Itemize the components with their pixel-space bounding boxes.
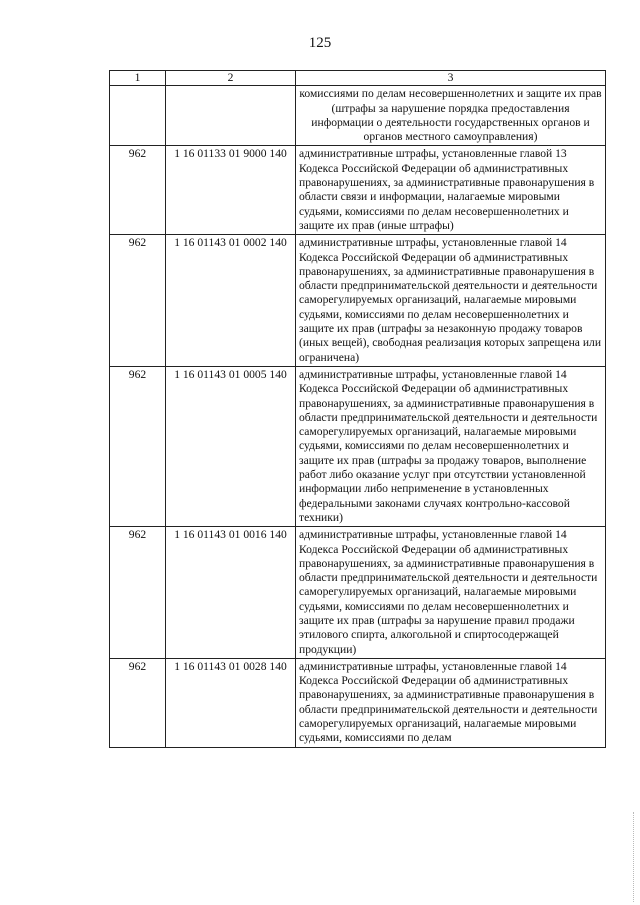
row-admin-code: 962 [110, 235, 166, 367]
column-header-1: 1 [110, 71, 166, 86]
row-admin-code [110, 86, 166, 146]
row-revenue-code: 1 16 01143 01 0005 140 [166, 366, 296, 526]
row-description: административные штрафы, установленные главой 14 Кодекса Российской Федерации об административных правонарушениях, за административные правонарушения в области предпринимательской деятельности и деятельности саморегулируемых организаций, налагаемые мировыми судьями, комиссиями по делам [296, 658, 606, 747]
table-row [110, 527, 606, 659]
table-row [110, 146, 606, 235]
page-number: 125 [308, 35, 332, 51]
row-description: административные штрафы, установленные главой 14 Кодекса Российской Федерации об административных правонарушениях, за административные правонарушения в области предпринимательской деятельности и деятельности саморегулируемых организаций, налагаемые мировыми судьями, комиссиями по делам несовершеннолетних и защите их прав (штрафы за продажу товаров, выполнение работ либо оказание услуг при отсутствии установленной информации либо неприменение в установленных федеральными законами случаях контрольно-кассовой техники) [296, 366, 606, 526]
table-row [110, 658, 606, 747]
column-header-2: 2 [166, 71, 296, 86]
scan-edge-mark [627, 812, 634, 902]
row-description: комиссиями по делам несовершеннолетних и защите их прав (штрафы за нарушение порядка предоставления информации о деятельности государственных органов и органов местного самоуправления) [296, 86, 606, 146]
row-revenue-code: 1 16 01143 01 0016 140 [166, 527, 296, 659]
row-revenue-code: 1 16 01133 01 9000 140 [166, 146, 296, 235]
row-revenue-code: 1 16 01143 01 0028 140 [166, 658, 296, 747]
row-revenue-code [166, 86, 296, 146]
table-row [110, 366, 606, 526]
column-header-3: 3 [296, 71, 606, 86]
row-description: административные штрафы, установленные главой 14 Кодекса Российской Федерации об административных правонарушениях, за административные правонарушения в области предпринимательской деятельности и деятельности саморегулируемых организаций, налагаемые мировыми судьями, комиссиями по делам несовершеннолетних и защите их прав (штрафы за незаконную продажу товаров (иных вещей), свободная реализация которых запрещена или ограничена) [296, 235, 606, 367]
row-description: административные штрафы, установленные главой 13 Кодекса Российской Федерации об административных правонарушениях, за административные правонарушения в области связи и информации, налагаемые мировыми судьями, комиссиями по делам несовершеннолетних и защите их прав (иные штрафы) [296, 146, 606, 235]
row-admin-code: 962 [110, 146, 166, 235]
table-row [110, 235, 606, 367]
table-header-row [110, 71, 606, 86]
row-admin-code: 962 [110, 366, 166, 526]
row-description: административные штрафы, установленные главой 14 Кодекса Российской Федерации об административных правонарушениях, за административные правонарушения в области предпринимательской деятельности и деятельности саморегулируемых организаций, налагаемые мировыми судьями, комиссиями по делам несовершеннолетних и защите их прав (штрафы за нарушение правил продажи этилового спирта, алкогольной и спиртосодержащей продукции) [296, 527, 606, 659]
row-admin-code: 962 [110, 527, 166, 659]
row-admin-code: 962 [110, 658, 166, 747]
revenue-codes-table [109, 70, 606, 748]
row-revenue-code: 1 16 01143 01 0002 140 [166, 235, 296, 367]
table-row [110, 86, 606, 146]
